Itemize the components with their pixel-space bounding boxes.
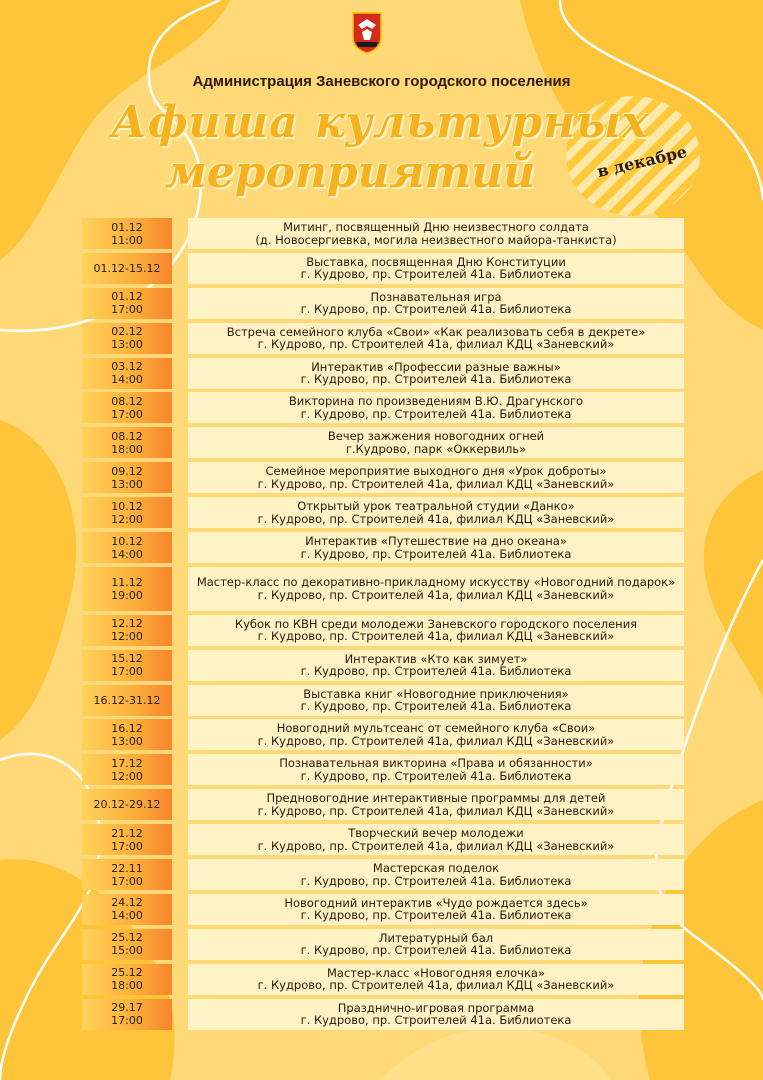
event-title: Кубок по КВН среди молодежи Заневского городского поселения — [234, 616, 638, 631]
subheadline: в декабре — [595, 141, 689, 182]
event-place: г. Кудрово, пр. Строителей 41а, филиал КДЦ «Заневский» — [257, 476, 615, 491]
event-row — [82, 859, 684, 890]
event-row — [82, 615, 684, 646]
event-title: Встреча семейного клуба «Свои» «Как реализовать себя в декрете» — [226, 324, 646, 339]
event-row — [82, 253, 684, 284]
event-place: г. Кудрово, пр. Строителей 41а. Библиотека — [300, 302, 572, 317]
event-date: 03.12 — [111, 360, 143, 374]
event-place: г. Кудрово, пр. Строителей 41а. Библиотека — [300, 768, 572, 783]
event-date: 24.12 — [111, 896, 143, 910]
event-place: г. Кудрово, пр. Строителей 41а, филиал КДЦ «Заневский» — [257, 838, 615, 853]
event-title: Творческий вечер молодежи — [348, 826, 524, 841]
event-row — [82, 497, 684, 528]
event-place: г. Кудрово, пр. Строителей 41а, филиал КДЦ «Заневский» — [257, 629, 615, 644]
event-description-cell — [188, 719, 684, 750]
event-time: 17:00 — [111, 303, 143, 317]
event-date-cell — [82, 789, 172, 820]
event-place: г. Кудрово, пр. Строителей 41а. Библиотека — [300, 406, 572, 421]
event-date-cell — [82, 358, 172, 389]
event-date-cell — [82, 685, 172, 716]
event-date-cell — [82, 754, 172, 785]
event-date-cell — [82, 532, 172, 563]
event-date: 02.12 — [111, 325, 143, 339]
event-date-cell — [82, 427, 172, 458]
event-description-cell — [188, 392, 684, 423]
event-title: Выставка, посвященная Дню Конституции — [306, 254, 566, 269]
headline-line-2: мероприятий — [164, 147, 536, 198]
event-date-cell — [82, 964, 172, 995]
event-time: 17:00 — [111, 839, 143, 853]
event-row — [82, 999, 684, 1030]
event-date: 01.12 — [111, 290, 143, 304]
event-time: 13:00 — [111, 338, 143, 352]
coat-of-arms-icon — [352, 12, 382, 54]
event-row — [82, 719, 684, 750]
event-row — [82, 462, 684, 493]
event-row — [82, 964, 684, 995]
event-description-cell — [188, 253, 684, 284]
event-time: 15:00 — [111, 944, 143, 958]
event-title: Открытый урок театральной студии «Данко» — [297, 499, 575, 514]
event-time: 17:00 — [111, 665, 143, 679]
event-time: 14:00 — [111, 909, 143, 923]
event-time: 13:00 — [111, 477, 143, 491]
event-time: 14:00 — [111, 373, 143, 387]
event-time: 11:00 — [111, 233, 143, 247]
event-date-cell — [82, 999, 172, 1030]
event-title: Новогодний мультсеанс от семейного клуба «Свои» — [276, 721, 596, 736]
event-row — [82, 567, 684, 611]
event-title: Интерактив «Кто как зимует» — [344, 651, 528, 666]
event-date: 21.12 — [111, 826, 143, 840]
event-title: Познавательная викторина «Права и обязанности» — [279, 756, 593, 771]
event-row — [82, 650, 684, 681]
event-title: Викторина по произведениям В.Ю. Драгунского — [288, 394, 584, 409]
event-time: 12:00 — [111, 512, 143, 526]
event-time: 18:00 — [111, 442, 143, 456]
event-description-cell — [188, 462, 684, 493]
event-date: 25.12 — [111, 931, 143, 945]
event-place: г. Кудрово, пр. Строителей 41а, филиал КДЦ «Заневский» — [257, 511, 615, 526]
event-place: г. Кудрово, пр. Строителей 41а. Библиотека — [300, 1013, 572, 1028]
event-date-cell — [82, 288, 172, 319]
event-time: 19:00 — [111, 588, 143, 602]
event-title: Мастер-класс «Новогодняя елочка» — [326, 965, 546, 980]
event-title: Мастер-класс по декоративно-прикладному искусству «Новогодний подарок» — [196, 575, 676, 590]
event-description-cell — [188, 999, 684, 1030]
event-place: г. Кудрово, пр. Строителей 41а. Библиотека — [300, 943, 572, 958]
event-place: г.Кудрово, парк «Оккервиль» — [345, 441, 527, 456]
event-description-cell — [188, 615, 684, 646]
event-time: 12:00 — [111, 630, 143, 644]
event-date: 29.17 — [111, 1001, 143, 1015]
event-title: Познавательная игра — [370, 289, 502, 304]
event-description-cell — [188, 754, 684, 785]
event-date: 15.12 — [111, 652, 143, 666]
event-date: 20.12-29.12 — [93, 798, 161, 812]
event-time: 18:00 — [111, 979, 143, 993]
event-description-cell — [188, 929, 684, 960]
event-date-cell — [82, 567, 172, 611]
event-date-cell — [82, 615, 172, 646]
event-row — [82, 754, 684, 785]
poster-headline — [100, 98, 660, 198]
event-title: Предновогодние интерактивные программы для детей — [266, 791, 606, 806]
event-date: 10.12 — [111, 534, 143, 548]
event-row — [82, 894, 684, 925]
event-row — [82, 288, 684, 319]
event-description-cell — [188, 497, 684, 528]
event-time: 13:00 — [111, 734, 143, 748]
event-date: 17.12 — [111, 756, 143, 770]
event-place: г. Кудрово, пр. Строителей 41а. Библиотека — [300, 699, 572, 714]
event-description-cell — [188, 288, 684, 319]
event-title: Новогодний интерактив «Чудо рождается здесь» — [284, 895, 588, 910]
event-row — [82, 427, 684, 458]
event-row — [82, 532, 684, 563]
event-title: Выставка книг «Новогодние приключения» — [303, 686, 569, 701]
headline-line-1: Афиша культурных — [111, 97, 649, 148]
event-description-cell — [188, 859, 684, 890]
event-date: 12.12 — [111, 617, 143, 631]
event-row — [82, 358, 684, 389]
event-date-cell — [82, 824, 172, 855]
event-date-cell — [82, 859, 172, 890]
events-schedule — [82, 218, 684, 1033]
event-date: 16.12 — [111, 721, 143, 735]
event-time: 14:00 — [111, 547, 143, 561]
event-place: г. Кудрово, пр. Строителей 41а, филиал КДЦ «Заневский» — [257, 587, 615, 602]
event-date: 01.12 — [111, 220, 143, 234]
event-place: г. Кудрово, пр. Строителей 41а, филиал КДЦ «Заневский» — [257, 803, 615, 818]
event-date: 08.12 — [111, 394, 143, 408]
event-date-cell — [82, 497, 172, 528]
event-date: 09.12 — [111, 464, 143, 478]
event-description-cell — [188, 427, 684, 458]
event-date: 08.12 — [111, 429, 143, 443]
event-place: г. Кудрово, пр. Строителей 41а. Библиотека — [300, 664, 572, 679]
event-description-cell — [188, 650, 684, 681]
event-date-cell — [82, 719, 172, 750]
event-description-cell — [188, 824, 684, 855]
event-description-cell — [188, 218, 684, 249]
event-description-cell — [188, 964, 684, 995]
event-date: 25.12 — [111, 966, 143, 980]
admin-title: Администрация Заневского городского поселения — [192, 73, 571, 90]
event-date: 11.12 — [111, 575, 143, 589]
event-place: г. Кудрово, пр. Строителей 41а, филиал КДЦ «Заневский» — [257, 733, 615, 748]
event-description-cell — [188, 532, 684, 563]
event-time: 17:00 — [111, 1014, 143, 1028]
event-time: 17:00 — [111, 874, 143, 888]
event-place: г. Кудрово, пр. Строителей 41а. Библиотека — [300, 546, 572, 561]
event-date-cell — [82, 253, 172, 284]
event-date-cell — [82, 650, 172, 681]
event-place: г. Кудрово, пр. Строителей 41а. Библиотека — [300, 908, 572, 923]
event-date-cell — [82, 894, 172, 925]
event-row — [82, 929, 684, 960]
event-title: Мастерская поделок — [372, 861, 500, 876]
event-row — [82, 789, 684, 820]
event-row — [82, 323, 684, 354]
event-title: Вечер зажжения новогодних огней — [327, 429, 545, 444]
event-description-cell — [188, 685, 684, 716]
event-date: 22.11 — [111, 861, 143, 875]
event-date: 10.12 — [111, 499, 143, 513]
event-date-cell — [82, 392, 172, 423]
event-description-cell — [188, 789, 684, 820]
event-place: (д. Новосергиевка, могила неизвестного майора-танкиста) — [255, 232, 617, 247]
event-time: 12:00 — [111, 769, 143, 783]
event-date: 01.12-15.12 — [93, 261, 161, 275]
event-place: г. Кудрово, пр. Строителей 41а. Библиотека — [300, 873, 572, 888]
event-date-cell — [82, 462, 172, 493]
event-title: Литературный бал — [378, 930, 494, 945]
event-place: г. Кудрово, пр. Строителей 41а, филиал КДЦ «Заневский» — [257, 978, 615, 993]
event-title: Празднично-игровая программа — [337, 1000, 535, 1015]
event-title: Интерактив «Профессии разные важны» — [311, 359, 561, 374]
event-description-cell — [188, 358, 684, 389]
event-place: г. Кудрово, пр. Строителей 41а. Библиотека — [300, 372, 572, 387]
event-row — [82, 218, 684, 249]
event-date-cell — [82, 218, 172, 249]
event-date-cell — [82, 929, 172, 960]
event-description-cell — [188, 567, 684, 611]
event-row — [82, 824, 684, 855]
event-place: г. Кудрово, пр. Строителей 41а. Библиотека — [300, 267, 572, 282]
event-description-cell — [188, 894, 684, 925]
event-row — [82, 685, 684, 716]
event-date: 16.12-31.12 — [93, 693, 161, 707]
event-title: Интерактив «Путешествие на дно океана» — [305, 534, 567, 549]
event-time: 17:00 — [111, 407, 143, 421]
event-row — [82, 392, 684, 423]
event-title: Семейное мероприятие выходного дня «Урок доброты» — [265, 464, 607, 479]
event-description-cell — [188, 323, 684, 354]
event-date-cell — [82, 323, 172, 354]
event-place: г. Кудрово, пр. Строителей 41а, филиал КДЦ «Заневский» — [257, 337, 615, 352]
event-title: Митинг, посвященный Дню неизвестного солдата — [283, 220, 589, 234]
